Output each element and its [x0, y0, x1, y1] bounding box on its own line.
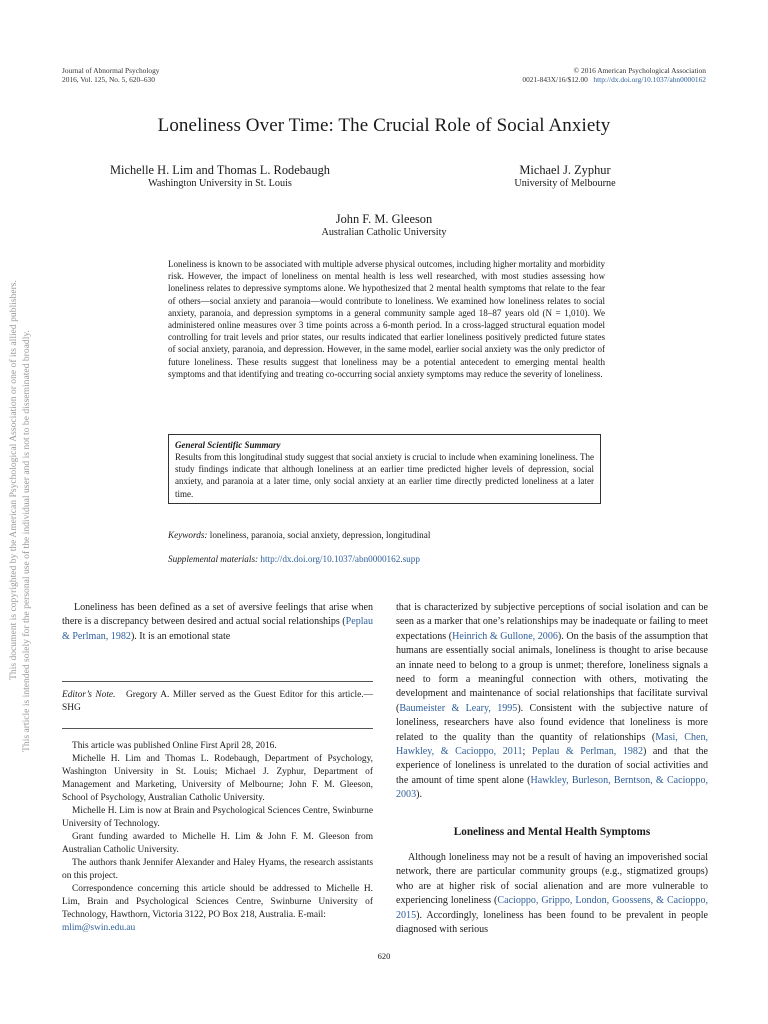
- paragraph-text: that is characterized by subjective perceptions of social isolation and can be seen as a marker that one’s relationships may be inadequate or failing to meet expectations (: [396, 602, 708, 642]
- copyright-header: [522, 66, 706, 84]
- intro-text-a: Loneliness has been defined as a set of aversive feelings that arise when there is a discrepancy between desired and actual social relationships (: [62, 602, 373, 628]
- copyright-line: © 2016 American Psychological Association: [573, 66, 706, 75]
- issn: 0021-843X/16/$12.00: [522, 75, 588, 84]
- paragraph-text: ) and that the experience of loneliness is unrelated to the duration of social activities and the amount of time spent alone (: [396, 746, 708, 786]
- paragraph-text: ). Accordingly, loneliness has been found to be prevalent in people diagnosed with serious: [396, 909, 708, 936]
- citation-link[interactable]: Peplau & Perlman, 1982: [531, 746, 643, 758]
- author-affiliation: University of Melbourne: [514, 178, 616, 189]
- citation-link[interactable]: Masi, Chen, Hawkley, & Cacioppo, 2011: [396, 731, 709, 758]
- supplemental-materials: [168, 553, 608, 565]
- paragraph-continued: [396, 601, 708, 803]
- author-block-1: [74, 163, 366, 190]
- editors-note-label: Editor’s Note.: [62, 690, 116, 700]
- journal-name: Journal of Abnormal Psychology: [62, 66, 160, 75]
- author-note: Grant funding awarded to Michelle H. Lim & John F. M. Gleeson from Australian Catholic University.: [62, 832, 373, 855]
- journal-citation: 2016, Vol. 125, No. 5, 620–630: [62, 75, 155, 84]
- author-note-correspondence: [62, 883, 373, 935]
- paragraph: [396, 851, 708, 937]
- editors-note: [62, 689, 373, 715]
- citation-link[interactable]: Baumeister & Leary, 1995: [399, 702, 518, 714]
- paragraph-text: ;: [522, 746, 532, 758]
- citation-link[interactable]: Peplau & Perlman, 1982: [62, 616, 373, 642]
- abstract: Loneliness is known to be associated with multiple adverse physical outcomes, including higher mortality and morbidity risk. However, the impact of loneliness on mental health is less well researched, with most studies assessing how loneliness relates to depressive symptoms alone. We hypothesized that 2 mental health symptoms that relate to the fear of others—social anxiety and paranoia—would contribute to loneliness. We examined how loneliness relates to social anxiety, paranoia, and depression symptoms in a general community sample aged 18–87 years old (N = 1,010). We administered online measures over 3 time points across a 6-month period. In a cross-lagged structural equation model controlling for trait levels and prior states, our results indicated that earlier loneliness positively predicted future states of social anxiety, paranoia, and depression. However, in the same model, earlier social anxiety was the only predictor of future loneliness. These results suggest that loneliness may be a potential antecedent to emerging mental health symptoms and that identifying and treating co-occurring social anxiety symptoms may reduce the severity of loneliness.: [168, 259, 605, 379]
- author-block-3: [234, 212, 534, 239]
- intro-text-b: ). It is an emotional state: [130, 630, 231, 642]
- paragraph-text: ). On the basis of the assumption that humans are essentially social animals, loneliness is thought to arise because an innate need to belong to a group is unmet; therefore, loneliness signals a need to form a meaningful connection with others, motivating the development and maintenance of social relationships that facilitate survival (: [396, 630, 708, 714]
- author-block-2: [464, 163, 666, 190]
- citation-link[interactable]: Cacioppo, Grippo, London, Goossens, & Cacioppo, 2015: [396, 895, 708, 921]
- paragraph-text: ).: [416, 789, 422, 801]
- keywords: [168, 529, 608, 541]
- author-note: Michelle H. Lim is now at Brain and Psychological Sciences Centre, Swinburne University of Technology.: [62, 806, 373, 829]
- supplemental-label: Supplemental materials:: [168, 554, 259, 564]
- author-note: The authors thank Jennifer Alexander and Haley Hyams, the research assistants on this project.: [62, 858, 373, 881]
- summary-text: Results from this longitudinal study suggest that social anxiety is crucial to include when examining loneliness. The study findings indicate that although loneliness at an earlier time predicted higher levels of depression, social anxiety, and paranoia at a later time, only social anxiety at an earlier time directly predicted loneliness at a later time.: [175, 452, 594, 499]
- citation-link[interactable]: Heinrich & Gullone, 2006: [452, 630, 558, 642]
- keywords-label: Keywords:: [168, 530, 208, 540]
- body-paragraph: [396, 851, 708, 937]
- paragraph-text: Although loneliness may not be a result of having an impoverished social network, there are particular community groups (e.g., stigmatized groups) who are at higher risk of social alienation and are more vulnerable to experiencing loneliness (: [396, 852, 708, 907]
- footnote-rule: [62, 728, 373, 729]
- body-paragraph: [396, 601, 708, 803]
- copyright-notice-line-2: This article is intended solely for the personal use of the individual user and is not to be disseminated broadly.: [21, 330, 32, 752]
- author-note: This article was published Online First April 28, 2016.: [72, 741, 277, 751]
- author-affiliation: Washington University in St. Louis: [148, 178, 292, 189]
- author-note: Michelle H. Lim and Thomas L. Rodebaugh, Department of Psychology, Washington University in St. Louis; Michael J. Zyphur, Department of Management and Marketing, University of Melbourne; John F. M. Gleeson, School of Psychology, Australian Catholic University.: [62, 754, 373, 803]
- supplemental-link[interactable]: http://dx.doi.org/10.1037/abn0000162.supp: [260, 554, 420, 564]
- intro-paragraph: [62, 601, 373, 644]
- author-affiliation: Australian Catholic University: [321, 227, 447, 238]
- author-names: Michelle H. Lim and Thomas L. Rodebaugh: [109, 163, 330, 177]
- author-names: Michael J. Zyphur: [519, 163, 611, 177]
- doi-link[interactable]: http://dx.doi.org/10.1037/abn0000162: [593, 75, 706, 84]
- author-names: John F. M. Gleeson: [335, 212, 433, 226]
- summary-title: General Scientific Summary: [175, 440, 281, 450]
- correspondence-text: Correspondence concerning this article should be addressed to Michelle H. Lim, Brain and Psychological Sciences Centre, Swinburne University of Technology, Hawthorn, Victoria 3122, PO Box 218, Australia. E-mail:: [62, 884, 373, 920]
- journal-header: [62, 66, 160, 84]
- section-heading: Loneliness and Mental Health Symptoms: [453, 826, 651, 838]
- copyright-notice-line-1: This document is copyrighted by the American Psychological Association or one of its allied publishers.: [8, 280, 19, 680]
- article-title: Loneliness Over Time: The Crucial Role of Social Anxiety: [157, 115, 611, 136]
- keywords-text: loneliness, paranoia, social anxiety, depression, longitudinal: [209, 530, 431, 540]
- email-link[interactable]: mlim@swin.edu.au: [62, 923, 136, 933]
- footnote-rule: [62, 681, 373, 682]
- issn-doi-line: [522, 75, 706, 84]
- paragraph-text: ). Consistent with the subjective nature of loneliness, researchers have also found evidence that loneliness is more related to the quality than the quantity of relationships (: [396, 702, 708, 743]
- general-scientific-summary: [168, 434, 601, 504]
- author-notes: [62, 740, 373, 935]
- editors-note-text: Gregory A. Miller served as the Guest Editor for this article.—SHG: [62, 690, 374, 713]
- page-number: 620: [377, 951, 391, 961]
- citation-link[interactable]: Hawkley, Burleson, Berntson, & Cacioppo, 2003: [396, 774, 708, 801]
